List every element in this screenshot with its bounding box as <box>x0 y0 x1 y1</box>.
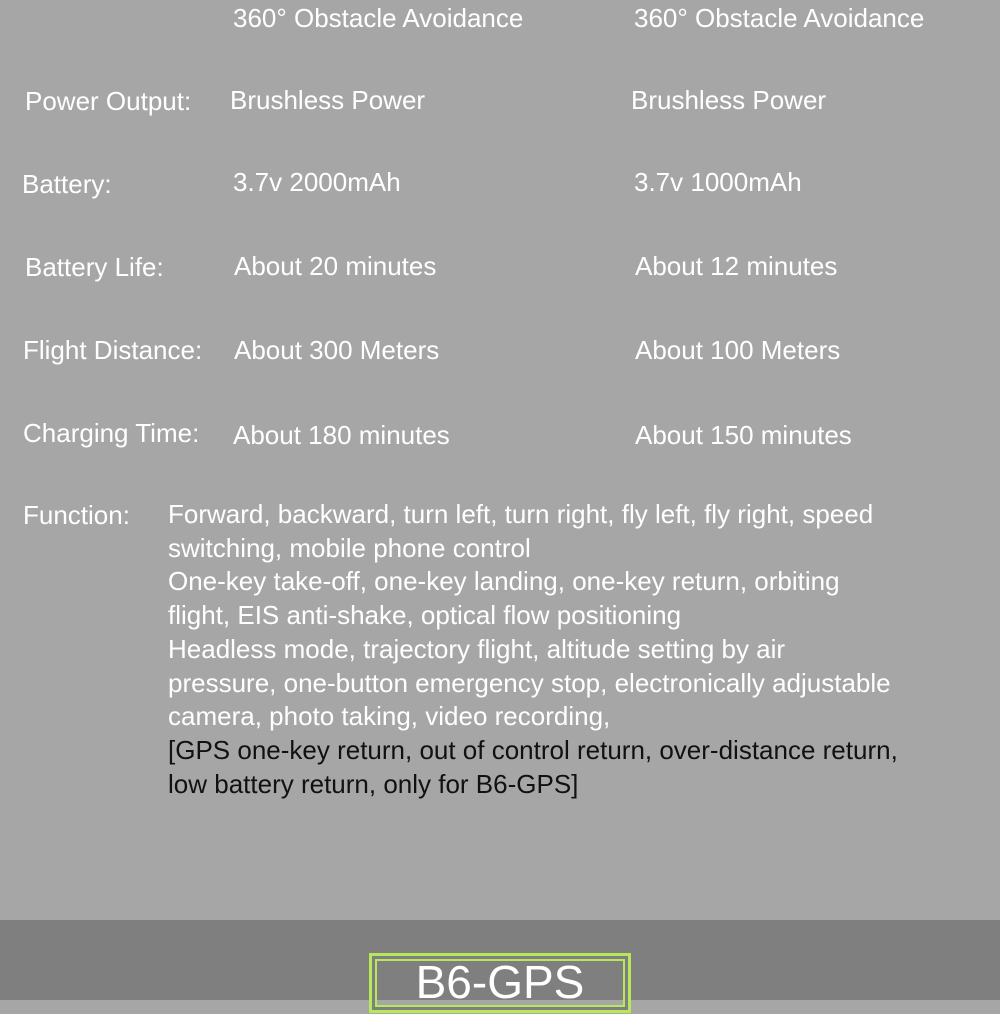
function-line: switching, mobile phone control <box>168 532 531 563</box>
charging-time-b6-value: About 150 minutes <box>635 420 852 450</box>
function-line: Forward, backward, turn left, turn right, fly left, fly right, speed <box>168 499 874 529</box>
power-output-label: Power Output: <box>25 86 192 116</box>
power-output-b6-value: Brushless Power <box>631 85 827 115</box>
charging-time-label: Charging Time: <box>23 418 200 448</box>
model-label: B6-GPS <box>415 956 585 1008</box>
gps-only-note-line: low battery return, only for B6-GPS] <box>168 768 579 799</box>
charging-time-b6-gps-value: About 180 minutes <box>233 420 450 450</box>
function-line: Headless mode, trajectory flight, altitude setting by air <box>168 633 786 664</box>
battery-life-b6-value: About 12 minutes <box>635 251 838 281</box>
battery-b6-value: 3.7v 1000mAh <box>634 167 802 197</box>
function-line: pressure, one-button emergency stop, electronically adjustable <box>168 667 891 698</box>
function-line: flight, EIS anti-shake, optical flow positioning <box>168 600 682 631</box>
battery-label: Battery: <box>22 169 112 199</box>
function-label: Function: <box>23 500 130 530</box>
battery-b6-gps-value: 3.7v 2000mAh <box>233 167 401 197</box>
power-output-b6-gps-value: Brushless Power <box>230 85 426 115</box>
obstacle-avoidance-b6-value: 360° Obstacle Avoidance <box>634 3 925 33</box>
battery-life-b6-gps-value: About 20 minutes <box>234 251 437 281</box>
flight-distance-label: Flight Distance: <box>23 335 203 365</box>
flight-distance-b6-gps-value: About 300 Meters <box>234 335 440 365</box>
function-description <box>168 498 968 801</box>
battery-life-label: Battery Life: <box>25 252 164 282</box>
function-line: camera, photo taking, video recording, <box>168 701 611 732</box>
flight-distance-b6-value: About 100 Meters <box>635 335 841 365</box>
obstacle-avoidance-b6-gps-value: 360° Obstacle Avoidance <box>233 3 524 33</box>
gps-only-note-line: [GPS one-key return, out of control return, over-distance return, <box>168 734 898 765</box>
function-line: One-key take-off, one-key landing, one-key return, orbiting <box>168 566 840 597</box>
